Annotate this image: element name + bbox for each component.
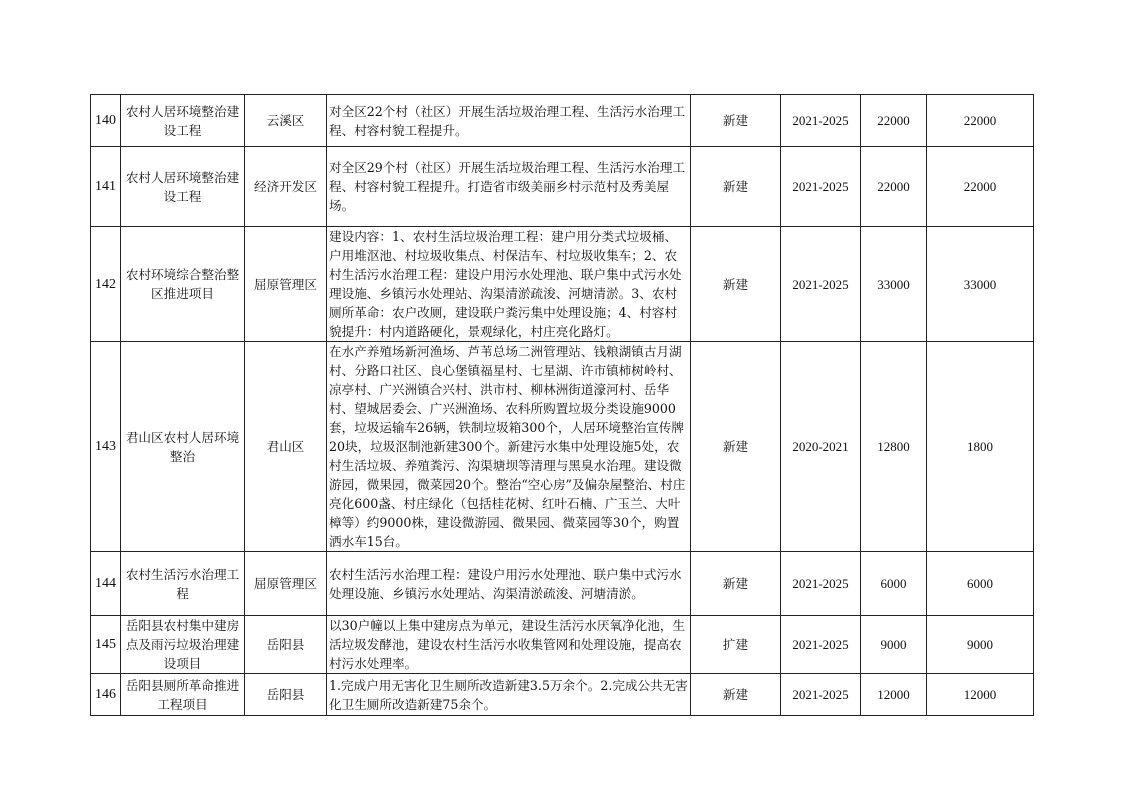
project-name: 农村环境综合整治整区推进项目: [121, 227, 245, 342]
total-investment: 6000: [861, 552, 927, 616]
project-content: 建设内容：1、农村生活垃圾治理工程：建户用分类式垃圾桶、户用堆沤池、村垃圾收集点、村保洁车、村垃圾收集车；2、农村生活污水治理工程：建设户用污水处理池、联户集中式污水处理设施、乡镇污水处理站、沟渠清淤疏浚、河塘清淤。3、农村厕所革命：农户改厕，建设联户粪污集中处理设施；4、村容村貌提升：村内道路硬化，景观绿化，村庄亮化路灯。: [327, 227, 691, 342]
table-row: [91, 147, 1034, 227]
project-content: 以30户幢以上集中建房点为单元，建设生活污水厌氧净化池，生活垃圾发酵池，建设农村生活污水收集管网和处理设施，提高农村污水处理率。: [327, 616, 691, 674]
total-investment: 33000: [861, 227, 927, 342]
project-content: 1.完成户用无害化卫生厕所改造新建3.5万余个。2.完成公共无害化卫生厕所改造新建75余个。: [327, 674, 691, 716]
project-name: 岳阳县农村集中建房点及雨污垃圾治理建设项目: [121, 616, 245, 674]
project-table: [90, 94, 1034, 716]
total-investment: 22000: [861, 95, 927, 147]
construction-type: 新建: [691, 674, 781, 716]
construction-period: 2021-2025: [781, 552, 861, 616]
project-location: 屈原管理区: [245, 552, 327, 616]
project-location: 岳阳县: [245, 674, 327, 716]
construction-period: 2020-2021: [781, 342, 861, 552]
document-page: [90, 94, 1033, 716]
project-name: 农村人居环境整治建设工程: [121, 95, 245, 147]
project-location: 云溪区: [245, 95, 327, 147]
construction-period: 2021-2025: [781, 227, 861, 342]
project-content: 对全区29个村（社区）开展生活垃圾治理工程、生活污水治理工程、村容村貌工程提升。打造省市级美丽乡村示范村及秀美屋场。: [327, 147, 691, 227]
table-row: [91, 227, 1034, 342]
project-content: 对全区22个村（社区）开展生活垃圾治理工程、生活污水治理工程、村容村貌工程提升。: [327, 95, 691, 147]
construction-type: 新建: [691, 552, 781, 616]
construction-period: 2021-2025: [781, 147, 861, 227]
construction-type: 新建: [691, 147, 781, 227]
table-body: [91, 95, 1034, 716]
row-number: 142: [91, 227, 121, 342]
planned-investment: 22000: [927, 147, 1034, 227]
planned-investment: 12000: [927, 674, 1034, 716]
construction-period: 2021-2025: [781, 616, 861, 674]
row-number: 141: [91, 147, 121, 227]
planned-investment: 6000: [927, 552, 1034, 616]
row-number: 143: [91, 342, 121, 552]
table-row: [91, 95, 1034, 147]
total-investment: 9000: [861, 616, 927, 674]
construction-type: 新建: [691, 227, 781, 342]
project-name: 农村生活污水治理工程: [121, 552, 245, 616]
planned-investment: 33000: [927, 227, 1034, 342]
construction-type: 新建: [691, 95, 781, 147]
total-investment: 12000: [861, 674, 927, 716]
construction-period: 2021-2025: [781, 674, 861, 716]
total-investment: 22000: [861, 147, 927, 227]
row-number: 144: [91, 552, 121, 616]
row-number: 140: [91, 95, 121, 147]
project-name: 农村人居环境整治建设工程: [121, 147, 245, 227]
project-location: 岳阳县: [245, 616, 327, 674]
table-row: [91, 616, 1034, 674]
construction-type: 新建: [691, 342, 781, 552]
table-row: [91, 674, 1034, 716]
planned-investment: 9000: [927, 616, 1034, 674]
table-row: [91, 342, 1034, 552]
table-row: [91, 552, 1034, 616]
construction-period: 2021-2025: [781, 95, 861, 147]
project-location: 屈原管理区: [245, 227, 327, 342]
construction-type: 扩建: [691, 616, 781, 674]
project-location: 经济开发区: [245, 147, 327, 227]
project-content: 农村生活污水治理工程：建设户用污水处理池、联户集中式污水处理设施、乡镇污水处理站、沟渠清淤疏浚、河塘清淤。: [327, 552, 691, 616]
planned-investment: 1800: [927, 342, 1034, 552]
planned-investment: 22000: [927, 95, 1034, 147]
project-content: 在水产养殖场新河渔场、芦苇总场二洲管理站、钱粮湖镇古月湖村、分路口社区、良心堡镇福星村、七星湖、许市镇柿树岭村、凉亭村、广兴洲镇合兴村、洪市村、柳林洲街道濠河村、岳华村、望城居委会、广兴洲渔场、农科所购置垃圾分类设施9000套，垃圾运输车26辆，铁制垃圾箱300个，人居环境整治宣传牌20块，垃圾沤制池新建300个。新建污水集中处理设施5处，农村生活垃圾、养殖粪污、沟渠塘坝等清理与黑臭水治理。建设微游园，微果园，微菜园20个。整治“空心房”及偏杂屋整治、村庄亮化600盏、村庄绿化（包括桂花树、红叶石楠、广玉兰、大叶樟等）约9000株，建设微游园、微果园、微菜园等30个，购置洒水车15台。: [327, 342, 691, 552]
row-number: 146: [91, 674, 121, 716]
row-number: 145: [91, 616, 121, 674]
total-investment: 12800: [861, 342, 927, 552]
project-name: 君山区农村人居环境整治: [121, 342, 245, 552]
project-location: 君山区: [245, 342, 327, 552]
project-name: 岳阳县厕所革命推进工程项目: [121, 674, 245, 716]
